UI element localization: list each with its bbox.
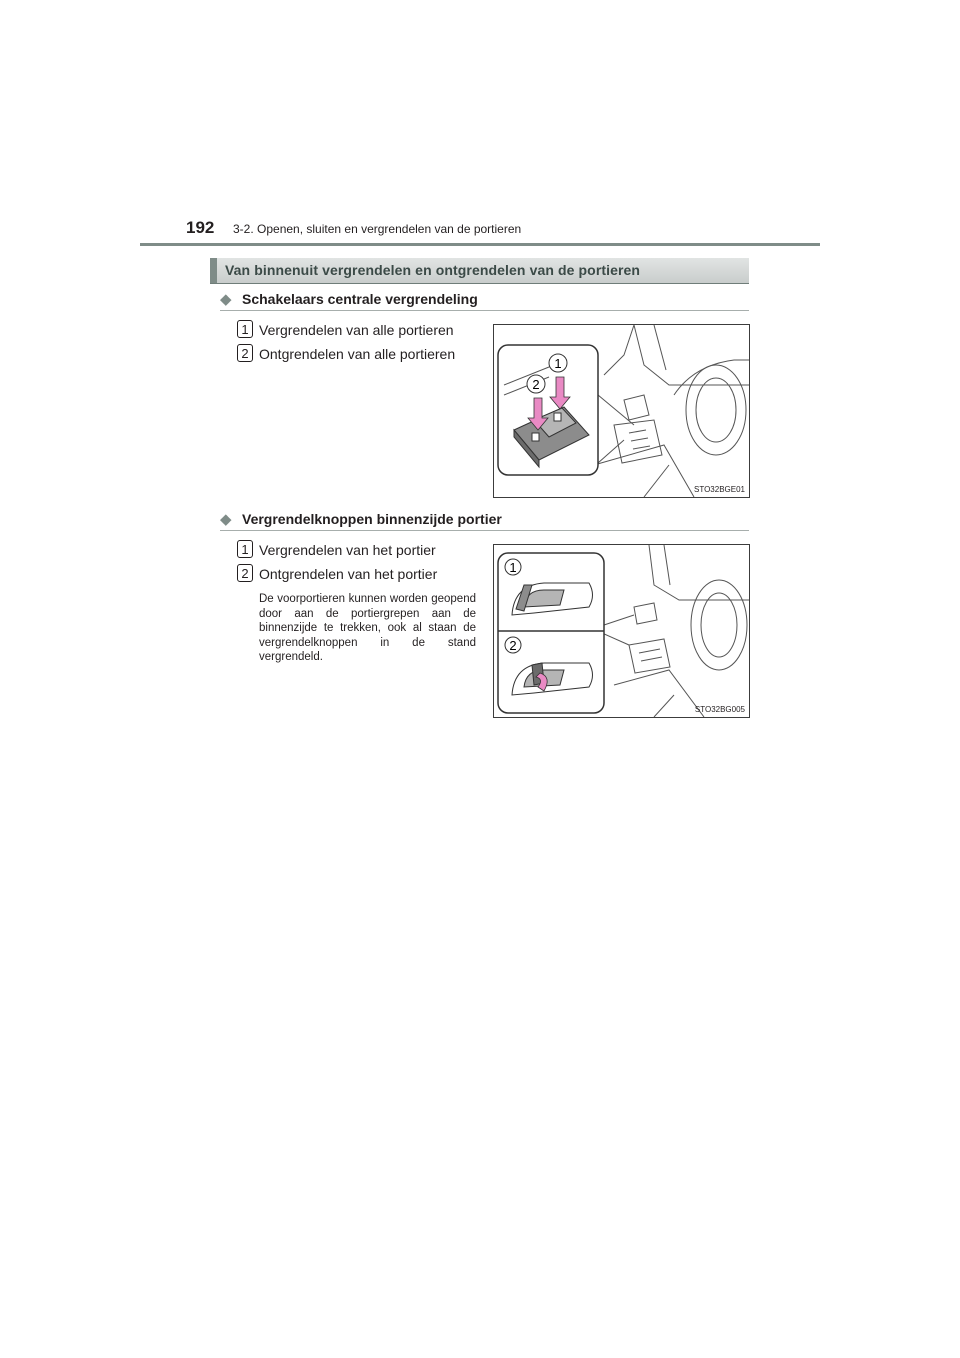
subsection-heading (220, 290, 478, 308)
section-heading-bar (210, 258, 749, 284)
diamond-bullet-icon: ◆ (220, 511, 232, 528)
section-title: Van binnenuit vergrendelen en ontgrendelen van de portieren (225, 262, 641, 278)
subsection-title: Vergrendelknoppen binnenzijde portier (242, 511, 502, 527)
item-text: Ontgrendelen van alle portieren (259, 346, 456, 362)
item-number-badge: 1 (237, 540, 253, 558)
note-paragraph: De voorportieren kunnen worden geopend door aan de portiergrepen aan de binnenzijde te trekken, ook al staan de vergrendelknoppen in de stand vergrendeld. (259, 593, 476, 663)
item-text: Vergrendelen van alle portieren (259, 322, 454, 338)
figure-inside-lock-knob (493, 544, 750, 718)
header-divider (140, 243, 820, 246)
callout-label: 1 (554, 356, 562, 371)
section-accent (210, 258, 217, 283)
inside-lock-knob-illustration (494, 545, 749, 717)
subsection-divider (220, 310, 749, 311)
figure-central-lock-switch (493, 324, 750, 498)
callout-label: 2 (509, 638, 517, 653)
callout-label: 2 (532, 377, 540, 392)
subsection-heading (220, 510, 502, 528)
figure-code: STO32BGE01 (694, 485, 745, 494)
subsection-title: Schakelaars centrale vergrendeling (242, 291, 478, 307)
diamond-bullet-icon: ◆ (220, 291, 232, 308)
chapter-title: 3-2. Openen, sluiten en vergrendelen van de portieren (233, 222, 522, 236)
central-lock-illustration (494, 325, 749, 497)
item-number-badge: 1 (237, 320, 253, 338)
item-text: Ontgrendelen van het portier (259, 566, 438, 582)
figure-code: STO32BG005 (694, 705, 745, 714)
item-text: Vergrendelen van het portier (259, 542, 436, 558)
page-number: 192 (186, 218, 215, 237)
callout-label: 1 (509, 560, 517, 575)
subsection-divider (220, 530, 749, 531)
item-number-badge: 2 (237, 344, 253, 362)
item-number-badge: 2 (237, 564, 253, 582)
